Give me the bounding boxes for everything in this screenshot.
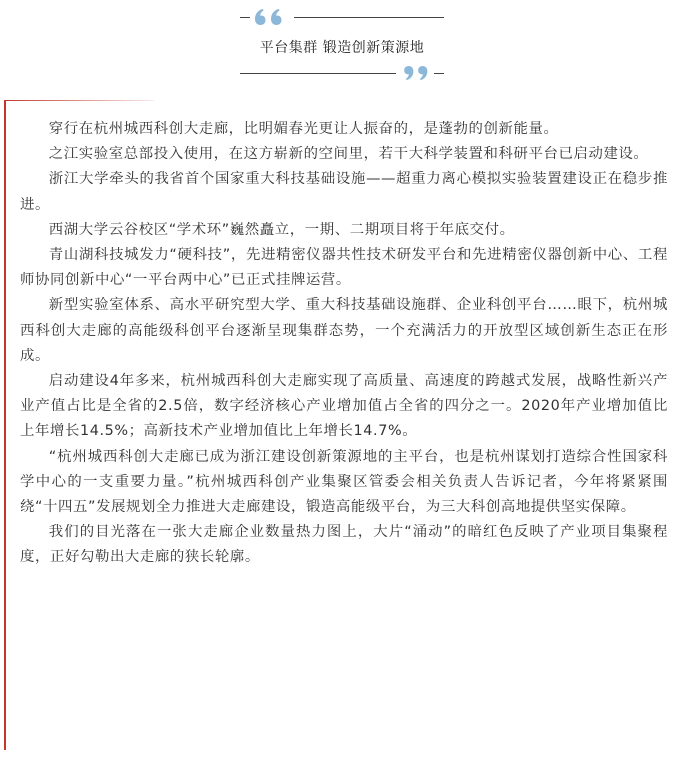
section-title: 平台集群 锻造创新策源地 — [259, 40, 425, 56]
accent-top-line — [4, 100, 154, 101]
header-top-ornament — [236, 6, 448, 28]
paragraph: 之江实验室总部投入使用，在这方崭新的空间里，若干大科学装置和科研平台已启动建设。 — [48, 146, 649, 163]
paragraph: 浙江大学牵头的我省首个国家重大科技基础设施——超重力离心模拟实验装置建设正在稳步推进。 — [20, 171, 668, 213]
divider-line — [240, 17, 250, 18]
divider-line — [434, 73, 444, 74]
paragraph: 启动建设4年多来，杭州城西科创大走廊实现了高质量、高速度的跨越式发展，战略性新兴产业产值占比是全省的2.5倍，数字经济核心产业增加值占全省的四分之一。2020年产业增加值比上年增长14.5%；高新技术产业增加值比上年增长14.7%。 — [20, 373, 668, 440]
accent-left-border — [4, 100, 6, 750]
paragraph: 西湖大学云谷校区“学术环”巍然矗立，一期、二期项目将于年底交付。 — [48, 221, 515, 238]
divider-line — [294, 17, 444, 18]
paragraph: 新型实验室体系、高水平研究型大学、重大科技基础设施群、企业科创平台……眼下，杭州城西科创大走廊的高能级科创平台逐渐呈现集群态势，一个充满活力的开放型区域创新生态正在形成。 — [20, 297, 668, 364]
paragraph: “杭州城西科创大走廊已成为浙江建设创新策源地的主平台，也是杭州谋划打造综合性国家科学中心的一支重要力量。”杭州城西科创产业集聚区管委会相关负责人告诉记者，今年将紧紧围绕“十四五”发展规划全力推进大走廊建设，锻造高能级平台，为三大科创高地提供坚实保障。 — [20, 448, 668, 516]
paragraph: 穿行在杭州城西科创大走廊，比明媚春光更让人振奋的，是蓬勃的创新能量。 — [48, 121, 559, 137]
header-bottom-ornament — [236, 62, 448, 84]
paragraph: 青山湖科技城发力“硬科技”，先进精密仪器共性技术研发平台和先进精密仪器创新中心、工程师协同创新中心“一平台两中心”已正式挂牌运营。 — [20, 247, 668, 289]
article-body — [20, 117, 668, 571]
open-quote-icon — [254, 8, 286, 26]
paragraph: 我们的目光落在一张大走廊企业数量热力图上，大片“涌动”的暗红色反映了产业项目集聚程度，正好勾勒出大走廊的狭长轮廓。 — [20, 524, 668, 566]
divider-line — [240, 73, 396, 74]
close-quote-icon — [402, 64, 430, 82]
